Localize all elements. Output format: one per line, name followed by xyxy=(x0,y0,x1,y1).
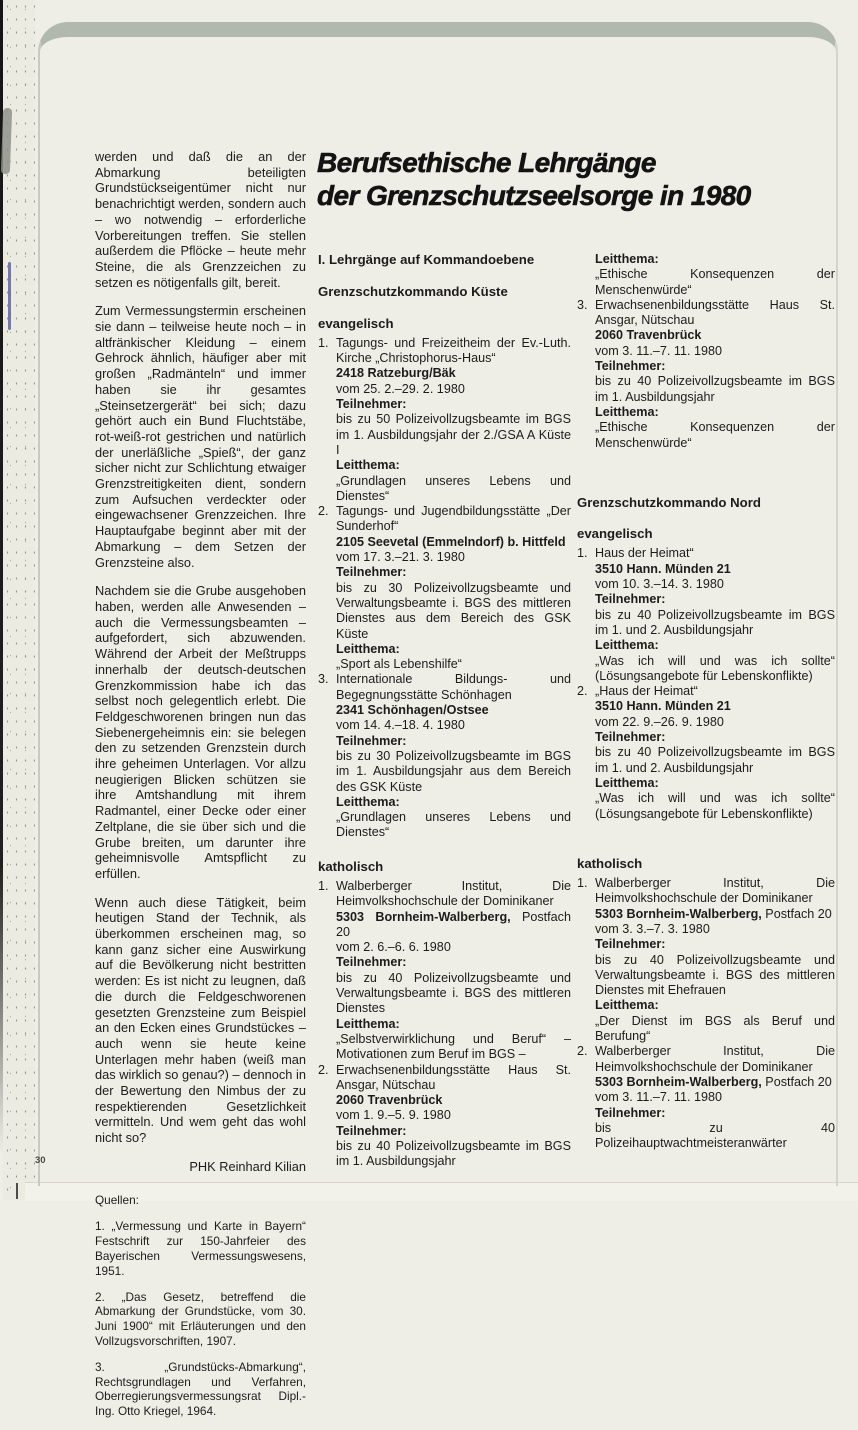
item-text-line xyxy=(595,776,835,791)
item-text-line xyxy=(336,458,571,473)
item-text-line xyxy=(595,592,835,607)
item-label: Teilnehmer: xyxy=(595,1105,666,1120)
listing-heading: katholisch xyxy=(318,858,384,874)
item-text: Walberberger Institut, Die Heimvolkshochschule der Dominikaner xyxy=(595,1044,835,1074)
listing-heading: evangelisch xyxy=(318,315,394,331)
item-body xyxy=(336,504,571,672)
item-label: 2060 Travenbrück xyxy=(595,328,702,343)
item-text-line xyxy=(595,1121,835,1152)
item-text-line xyxy=(336,642,571,657)
item-text-line xyxy=(595,730,835,745)
item-label: Teilnehmer: xyxy=(595,592,666,607)
item-text: Postfach 20 xyxy=(761,1074,832,1089)
item-text: bis zu 40 Polizeivollzugsbeamte im BGS im 1. Ausbildungsjahr xyxy=(336,1139,571,1169)
item-text: „Was ich will und was ich sollte“ (Lösungsangebote für Lebenskonflikte) xyxy=(595,791,835,821)
item-label: 5303 Bornheim-Walberberg, xyxy=(595,1074,762,1089)
article-title-line2: der Grenzschutzseelsorge in 1980 xyxy=(317,180,751,211)
item-text: bis zu 40 Polizeivollzugsbeamte im BGS im 1. und 2. Ausbildungsjahr xyxy=(595,745,835,775)
item-text: „Sport als Lebenshilfe“ xyxy=(336,657,463,672)
item-body xyxy=(595,684,835,822)
item-number: 1. xyxy=(577,546,588,561)
item-text-line xyxy=(336,810,571,841)
item-text: Walberberger Institut, Die Heimvolkshochschule der Dominikaner xyxy=(336,878,571,909)
source-entry: 3. „Grundstücks-Abmarkung“, Rechtsgrundlagen und Verfahren, Oberregierungsvermessungsrat Dipl.-Ing. Otto Kriegel, 1964. xyxy=(95,1359,306,1419)
page-bottom-fold-mark xyxy=(16,1183,18,1199)
item-text-line xyxy=(595,715,835,730)
item-text-line xyxy=(595,998,835,1013)
item-text-line xyxy=(595,1014,835,1045)
item-text-line xyxy=(336,550,571,565)
item-number: 2. xyxy=(577,684,588,699)
item-body xyxy=(336,336,571,504)
item-text-line xyxy=(336,734,571,749)
item-label: Teilnehmer: xyxy=(336,733,407,748)
item-label: Leitthema: xyxy=(336,794,400,809)
item-text: vom 25. 2.–29. 2. 1980 xyxy=(336,381,465,396)
sources-heading: Quellen: xyxy=(95,1192,139,1207)
page-number: 30 xyxy=(35,1155,46,1166)
item-text-line xyxy=(336,703,571,718)
item-text-line xyxy=(336,795,571,810)
item-text-line xyxy=(336,366,571,381)
item-text-line xyxy=(595,1075,835,1090)
item-text: „Ethische Konsequenzen der Menschenwürde“ xyxy=(595,420,835,450)
course-item xyxy=(318,672,571,840)
item-label: 5303 Bornheim-Walberberg, xyxy=(336,909,511,924)
item-text-line xyxy=(336,1093,571,1108)
item-text-line xyxy=(595,359,835,374)
item-text: bis zu 50 Polizeivollzugsbeamte im BGS im 1. Ausbildungsjahr der 2./GSA A Küste I xyxy=(336,412,571,457)
item-text-line xyxy=(595,344,835,359)
item-text-line xyxy=(595,699,835,714)
item-text-line xyxy=(336,940,571,955)
listing-heading: katholisch xyxy=(577,855,643,871)
item-text-line xyxy=(336,336,571,367)
item-text-line xyxy=(336,1139,571,1170)
item-text-line xyxy=(595,562,835,577)
item-text-line xyxy=(595,267,835,298)
item-text: Tagungs- und Freizeitheim der Ev.-Luth. Kirche „Christophorus-Haus“ xyxy=(336,335,571,366)
article-byline: PHK Reinhard Kilian xyxy=(189,1158,306,1174)
item-text-line xyxy=(336,879,571,910)
scan-blue-mark xyxy=(8,262,11,330)
item-text: „Haus der Heimat“ xyxy=(595,684,698,699)
item-text: vom 3. 11.–7. 11. 1980 xyxy=(595,1090,722,1105)
article-body xyxy=(95,149,306,1146)
item-text-line xyxy=(595,1090,835,1105)
item-text-line xyxy=(595,1106,835,1121)
course-item xyxy=(577,684,835,822)
item-text-line xyxy=(336,718,571,733)
item-text-line xyxy=(336,672,571,703)
item-text: „Was ich will und was ich sollte“ (Lösungsangebote für Lebenskonflikte) xyxy=(595,653,835,683)
item-label: 2105 Seevetal (Emmelndorf) b. Hittfeld xyxy=(336,534,566,549)
item-text-line xyxy=(336,535,571,550)
item-text: Internationale Bildungs- und Begegnungsstätte Schönhagen xyxy=(336,672,571,702)
item-text: bis zu 30 Polizeivollzugsbeamte im BGS im 1. Ausbildungsjahr aus dem Bereich des GSK Küste xyxy=(336,748,571,794)
item-text-line xyxy=(595,328,835,343)
item-number: 3. xyxy=(577,297,588,312)
course-item-continuation xyxy=(577,252,835,298)
item-body xyxy=(595,876,835,1044)
article-paragraph: Wenn auch diese Tätigkeit, beim heutigen Stand der Technik, als überkommen erscheinen mag, so kann ganz sicher eine Auswirkung auf die Bevölkerung nicht bestritten werden: Es ist nicht zu leugnen, daß die durch die Feldgeschworenen gesetzten Grenzsteine zum Beispiel an den Ecken eines Grundstückes – auch wenn sie heute keine Unterlagen mehr haben (weiß man das wirklich so genau?) – dennoch in der Bewertung den Nimbus der zu respektierenden Gesetzlichkeit vermitteln. Und wem geht das wohl nicht so? xyxy=(95,894,306,1146)
item-text-line xyxy=(595,405,835,420)
item-text-line xyxy=(595,374,835,405)
item-label: Teilnehmer: xyxy=(595,359,666,374)
item-text-line xyxy=(336,1063,571,1094)
item-text-line xyxy=(595,638,835,653)
item-label: Leitthema: xyxy=(595,998,659,1013)
item-label: Teilnehmer: xyxy=(336,565,407,580)
article-paragraph: Zum Vermessungstermin erscheinen sie dann – teilweise heute noch – in altfränkischer Kleidung – einem Gehrock ähnlich, häufiger aber mit großen „Radmänteln“ und immer haben sie ihr gesamtes „Steinsetzergerät“ bei sich; dazu gehört auch ein Bund Fluchtstäbe, rot-weiß-rot gestrichen und natürlich der unerläßliche „Spieß“, der ganz sicher nicht zur Schlichtung etwaiger Grenzstreitigkeiten dient, sondern zum Aufsuchen verdeckter oder eingewachsener Grenzzeichen. Ihre Hauptaufgabe beginnt aber mit der Abmarkung – dem Setzen der Grenzsteine also. xyxy=(95,303,306,570)
item-label: Leitthema: xyxy=(336,458,400,473)
item-body xyxy=(595,546,835,684)
item-text-line xyxy=(595,420,835,451)
item-text-line xyxy=(336,397,571,412)
item-text: bis zu 40 Polizeivollzugsbeamte im BGS im 1. und 2. Ausbildungsjahr xyxy=(595,607,835,637)
item-body xyxy=(336,879,571,1063)
listing-column-right xyxy=(577,252,835,1151)
item-label: Teilnehmer: xyxy=(595,937,666,952)
listing-heading: Grenzschutzkommando Nord xyxy=(577,494,761,510)
item-text-line xyxy=(595,922,835,937)
item-label: Teilnehmer: xyxy=(336,955,407,970)
item-text: „Der Dienst im BGS als Beruf und Berufung“ xyxy=(595,1013,835,1044)
course-item xyxy=(318,879,571,1063)
item-label: Leitthema: xyxy=(595,638,659,653)
item-text-line xyxy=(336,474,571,505)
item-text-line xyxy=(595,937,835,952)
item-text-line xyxy=(595,745,835,776)
item-text-line xyxy=(336,1108,571,1123)
item-text: „Grundlagen unseres Lebens und Dienstes“ xyxy=(336,473,571,503)
item-text-line xyxy=(595,654,835,685)
item-label: Leitthema: xyxy=(336,641,400,656)
item-label: 3510 Hann. Münden 21 xyxy=(595,699,731,714)
article-title-line1: Berufsethische Lehrgänge xyxy=(317,147,656,178)
item-label: 5303 Bornheim-Walberberg, xyxy=(595,906,762,921)
item-number: 1. xyxy=(318,335,329,350)
item-number: 3. xyxy=(318,672,329,687)
item-label: Leitthema: xyxy=(595,775,659,790)
item-label: Teilnehmer: xyxy=(336,397,407,412)
source-entry: 1. „Vermessung und Karte in Bayern“ Festschrift zur 150-Jahrfeier des Bayerischen Vermessungswesens, 1951. xyxy=(95,1219,306,1278)
item-text: vom 3. 3.–7. 3. 1980 xyxy=(595,921,710,936)
item-text-line xyxy=(336,504,571,535)
listing-column-middle xyxy=(318,252,571,1170)
item-number: 1. xyxy=(318,878,329,893)
item-text-line xyxy=(336,1124,571,1139)
item-number: 2. xyxy=(577,1044,588,1059)
item-text: vom 17. 3.–21. 3. 1980 xyxy=(336,550,465,565)
item-text: „Grundlagen unseres Lebens und Dienstes“ xyxy=(336,810,571,840)
item-text-line xyxy=(336,581,571,642)
course-item xyxy=(577,546,835,684)
item-text: Erwachsenenbildungsstätte Haus St. Ansgar, Nütschau xyxy=(595,297,835,328)
item-text: Postfach 20 xyxy=(761,906,832,921)
item-number: 1. xyxy=(577,876,588,891)
item-text: vom 2. 6.–6. 6. 1980 xyxy=(336,940,451,955)
item-text: Postfach 20 xyxy=(336,909,571,939)
item-text-line xyxy=(595,907,835,922)
scan-edge-speckle xyxy=(3,0,35,1200)
item-text-line xyxy=(336,955,571,970)
sources-list xyxy=(95,1219,306,1419)
listing-heading: evangelisch xyxy=(577,526,653,542)
item-label: 2418 Ratzeburg/Bäk xyxy=(336,366,456,381)
item-label: Leitthema: xyxy=(595,252,659,266)
item-number: 2. xyxy=(318,1062,329,1077)
item-text-line xyxy=(595,608,835,639)
course-item xyxy=(577,1044,835,1151)
course-item xyxy=(318,504,571,672)
item-label: Teilnehmer: xyxy=(336,1123,407,1138)
item-text-line xyxy=(595,546,835,561)
item-text: bis zu 40 Polizeivollzugsbeamte und Verwaltungsbeamte i. BGS des mittleren Dienstes mit Ehefrauen xyxy=(595,952,835,998)
item-label: Teilnehmer: xyxy=(595,730,666,745)
left-article-column xyxy=(95,149,306,1430)
item-text: Walberberger Institut, Die Heimvolkshochschule der Dominikaner xyxy=(595,876,835,906)
item-text-line xyxy=(595,252,835,267)
item-text: „Ethische Konsequenzen der Menschenwürde“ xyxy=(595,267,835,297)
item-body xyxy=(336,1063,571,1170)
listing-heading: Grenzschutzkommando Küste xyxy=(318,284,508,300)
course-item xyxy=(318,336,571,504)
course-item xyxy=(577,876,835,1044)
item-label: 3510 Hann. Münden 21 xyxy=(595,561,731,576)
item-label: Leitthema: xyxy=(336,1016,400,1031)
article-paragraph: werden und daß die an der Abmarkung beteiligten Grundstückseigentümer nicht nur benachrichtigt werden, sondern auch – wo notwendig – erforderliche Vorbereitungen treffen. Sie stellen außerdem die Pflöcke – heute mehr Steine, die als Grenzzeichen zu setzen es nötigenfalls gilt, bereit. xyxy=(95,149,306,290)
item-body xyxy=(595,1044,835,1151)
item-text: „Selbstverwirklichung und Beruf“ – Motivationen zum Beruf im BGS – xyxy=(336,1031,571,1062)
item-text: bis zu 30 Polizeivollzugsbeamte und Verwaltungsbeamte i. BGS des mittleren Dienstes aus dem Bereich des GSK Küste xyxy=(336,580,571,641)
item-text-line xyxy=(336,1032,571,1063)
item-text-line xyxy=(595,298,835,329)
item-text-line xyxy=(336,910,571,941)
item-text-line xyxy=(336,412,571,458)
course-item xyxy=(577,298,835,451)
item-text-line xyxy=(595,1044,835,1075)
item-number: 2. xyxy=(318,504,329,519)
article-paragraph: Nachdem sie die Grube ausgehoben haben, werden alle Anwesenden – auch die Vermessungsbeamten – aufgefordert, sich abzuwenden. Während der Arbeit der Meßtrupps innerhalb der deutsch-deutschen Grenzkommission habe ich das selbst noch gelegentlich erlebt. Die Feldgeschworenen bringen nun das Siebenergeheimnis ein: sie belegen den zu setzenden Grenzstein durch ihre geheimen Unterlagen. Vor allzu neugierigen Blicken schützen sie ihre Amtshandlung mit ihrem Radmantel, einer Decke oder einer Zeltplane, die sie über sich und die Grube breiten, um darunter ihre geheimnisvolle Amtspflicht zu erfüllen. xyxy=(95,583,306,881)
item-text-line xyxy=(336,749,571,795)
item-text: Tagungs- und Jugendbildungsstätte „Der Sunderhof“ xyxy=(336,504,571,534)
listing-heading: I. Lehrgänge auf Kommandoebene xyxy=(318,252,535,267)
item-text: vom 22. 9.–26. 9. 1980 xyxy=(595,714,724,729)
item-text: Erwachsenenbildungsstätte Haus St. Ansgar, Nütschau xyxy=(336,1062,571,1092)
item-body xyxy=(336,672,571,840)
item-text: bis zu 40 Polizeivollzugsbeamte im BGS im 1. Ausbildungsjahr xyxy=(595,374,835,404)
item-text: Haus der Heimat“ xyxy=(595,546,694,561)
item-text-line xyxy=(595,577,835,592)
item-text-line xyxy=(595,953,835,999)
item-text: vom 3. 11.–7. 11. 1980 xyxy=(595,343,722,358)
item-text: bis zu 40 Polizeihauptwachtmeisteranwärter xyxy=(595,1120,835,1151)
sources-section xyxy=(95,1193,306,1419)
item-text-line xyxy=(595,791,835,822)
item-label: Leitthema: xyxy=(595,404,659,419)
item-text-line xyxy=(595,876,835,907)
item-text: vom 14. 4.–18. 4. 1980 xyxy=(336,718,465,733)
item-text: vom 10. 3.–14. 3. 1980 xyxy=(595,577,724,592)
item-body xyxy=(595,298,835,451)
item-text-line xyxy=(336,1017,571,1032)
item-text-line xyxy=(336,657,571,672)
item-label: 2341 Schönhagen/Ostsee xyxy=(336,703,489,718)
item-text-line xyxy=(595,684,835,699)
item-text-line xyxy=(336,382,571,397)
item-text: vom 1. 9.–5. 9. 1980 xyxy=(336,1108,451,1123)
course-item xyxy=(318,1063,571,1170)
item-label: 2060 Travenbrück xyxy=(336,1093,443,1108)
article-title xyxy=(317,146,751,212)
source-entry: 2. „Das Gesetz, betreffend die Abmarkung der Grundstücke, vom 30. Juni 1900“ mit Erläuterungen und den Vollzugsvorschriften, 1907. xyxy=(95,1289,306,1348)
item-text: bis zu 40 Polizeivollzugsbeamte und Verwaltungsbeamte i. BGS des mittleren Dienstes xyxy=(336,970,571,1016)
item-text-line xyxy=(336,971,571,1017)
item-text-line xyxy=(336,565,571,580)
